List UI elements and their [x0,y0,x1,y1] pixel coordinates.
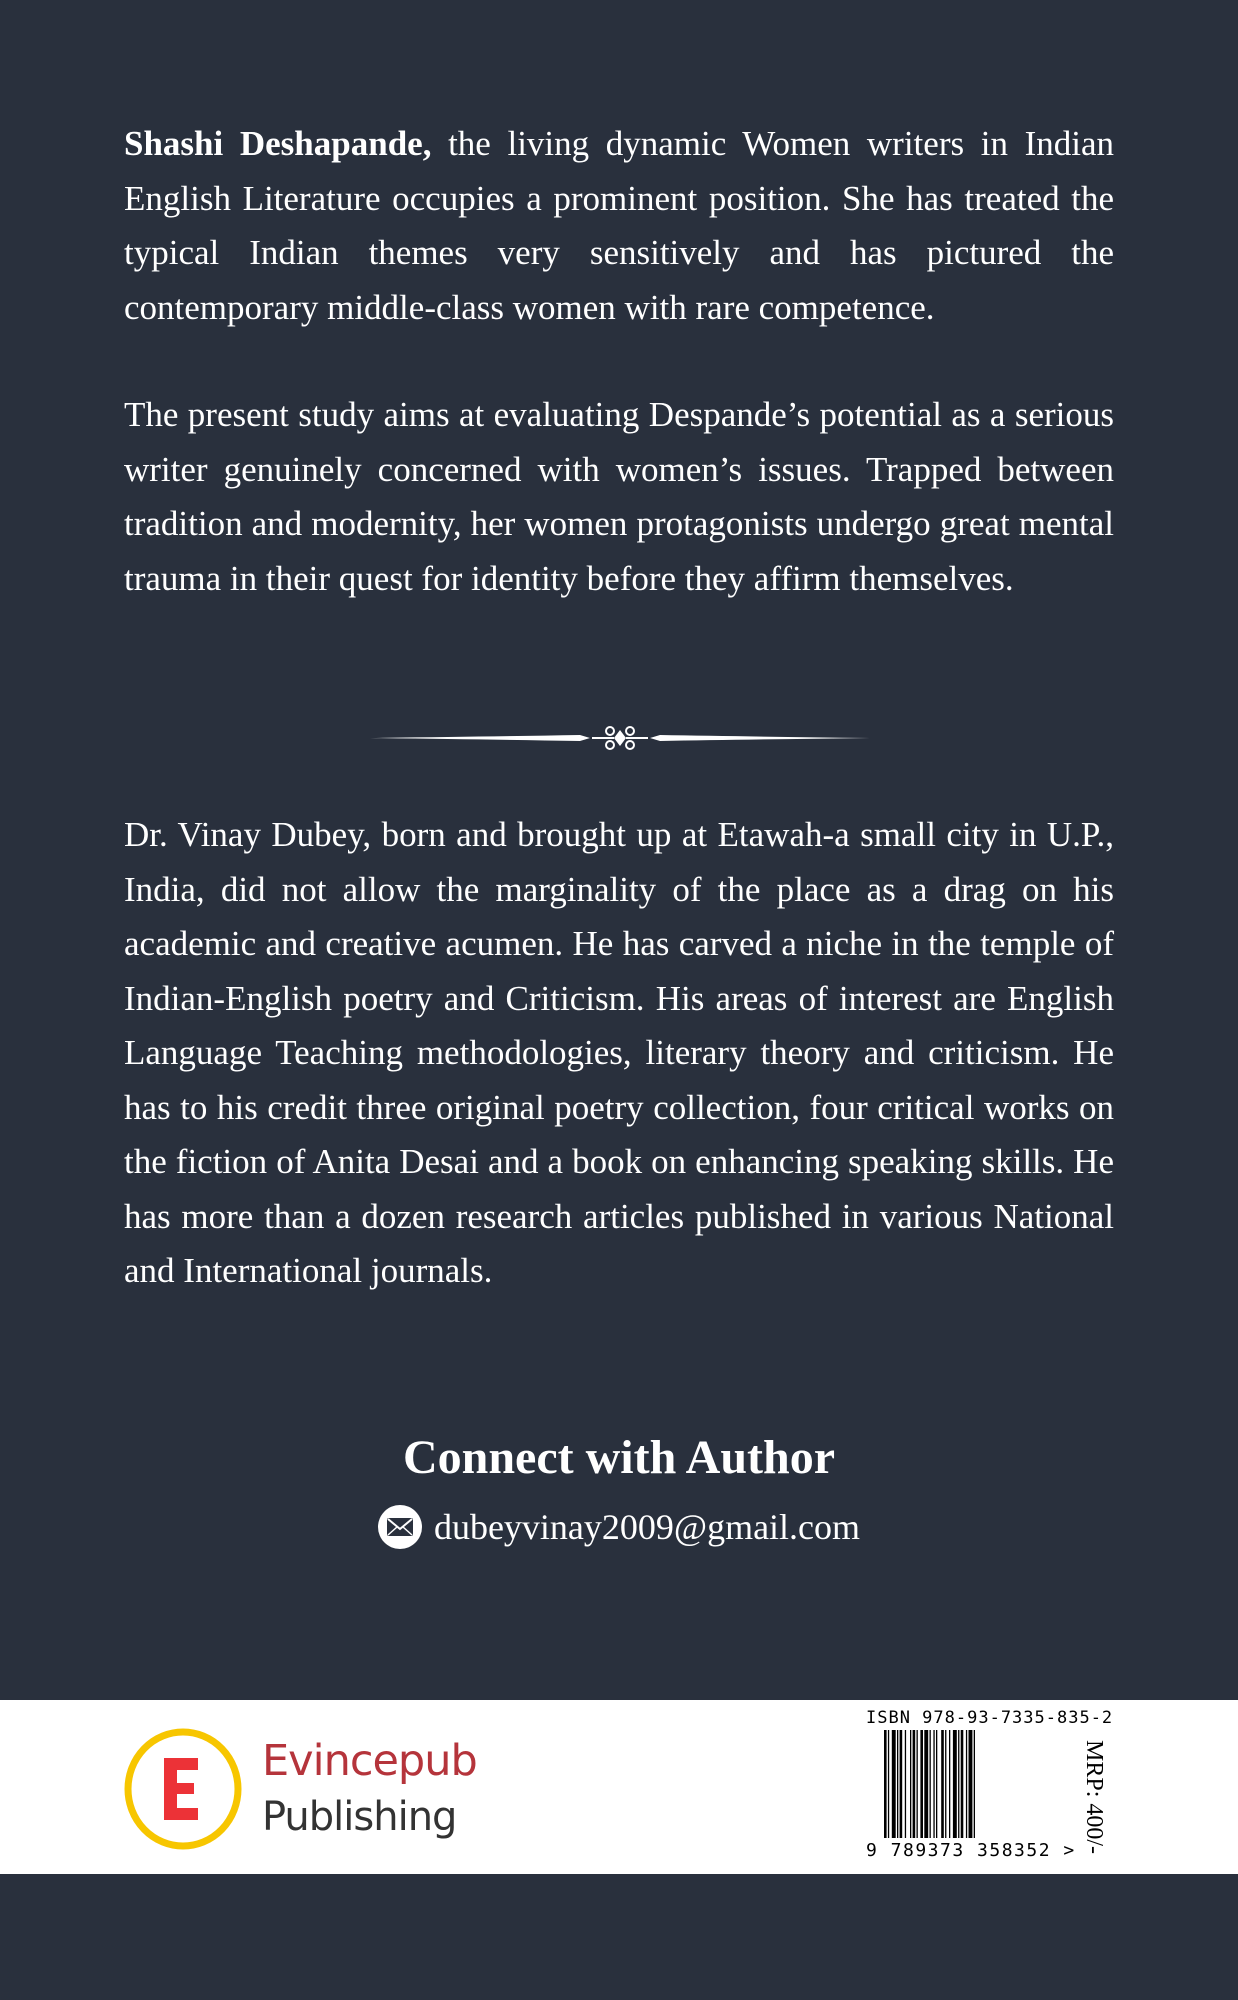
barcode [884,1730,1056,1838]
author-name: Shashi Deshapande, [124,124,432,163]
barcode-bar [949,1730,950,1838]
barcode-bar [884,1730,887,1838]
publisher-name: Evincepub [262,1736,477,1786]
barcode-bar [930,1730,931,1838]
price-label: MRP: 400/- [1081,1740,1107,1855]
barcode-bar [920,1730,923,1838]
connect-heading: Connect with Author [402,1431,836,1484]
synopsis-study: The present study aims at evaluating Despande’s potential as a serious writer genuinely concerned with women’s issues. Trapped between tradition and modernity, her women protagonists undergo great mental trauma in their quest for identity before they affirm themselves. [124,395,1114,598]
author-bio: Dr. Vinay Dubey, born and brought up at Etawah-a small city in U.P., India, did not allow the marginality of the place as a drag on his academic and creative acumen. He has carved a niche in the temple of Indian-English poetry and Criticism. His areas of interest are English Language Teaching methodologies, literary theory and criticism. He has to his credit three original poetry collection, four critical works on the fiction of Anita Desai and a book on enhancing speaking skills. He has more than a dozen research articles published in various National and International journals. [124,815,1114,1290]
barcode-bar [892,1730,896,1838]
envelope-icon [378,1505,422,1549]
isbn-text: ISBN 978-93-7335-835-2 [866,1708,1114,1728]
synopsis-intro [124,117,1114,335]
barcode-bar [969,1730,973,1838]
barcode-bar [900,1730,903,1838]
email-row [0,1505,1238,1549]
barcode-bar [913,1730,916,1838]
barcode-bar [936,1730,937,1838]
intro-text: the living dynamic Women writers in Indian English Literature occupies a prominent position. She has treated the typical Indian themes very sensitively and has pictured the contemporary middle-class women with rare competence. [124,124,1114,327]
barcode-bar [933,1730,934,1838]
author-email[interactable]: dubeyvinay2009@gmail.com [433,1507,861,1547]
barcode-bar [953,1730,957,1838]
barcode-bar [897,1730,898,1838]
barcode-bar [945,1730,946,1838]
publisher-band [0,1700,1238,1874]
barcode-bar [910,1730,911,1838]
barcode-bar [905,1730,906,1838]
barcode-bar [917,1730,918,1838]
publisher-logo [122,1728,244,1850]
barcode-digits: 9 789373 358352 > [866,1840,1076,1861]
barcode-bar [888,1730,889,1838]
publisher-subtitle: Publishing [262,1794,457,1840]
barcode-bar [974,1730,975,1838]
barcode-bar [941,1730,944,1838]
ornament-divider [370,720,870,756]
barcode-bar [961,1730,964,1838]
barcode-bar [966,1730,967,1838]
barcode-bar [958,1730,959,1838]
barcode-bar [924,1730,928,1838]
